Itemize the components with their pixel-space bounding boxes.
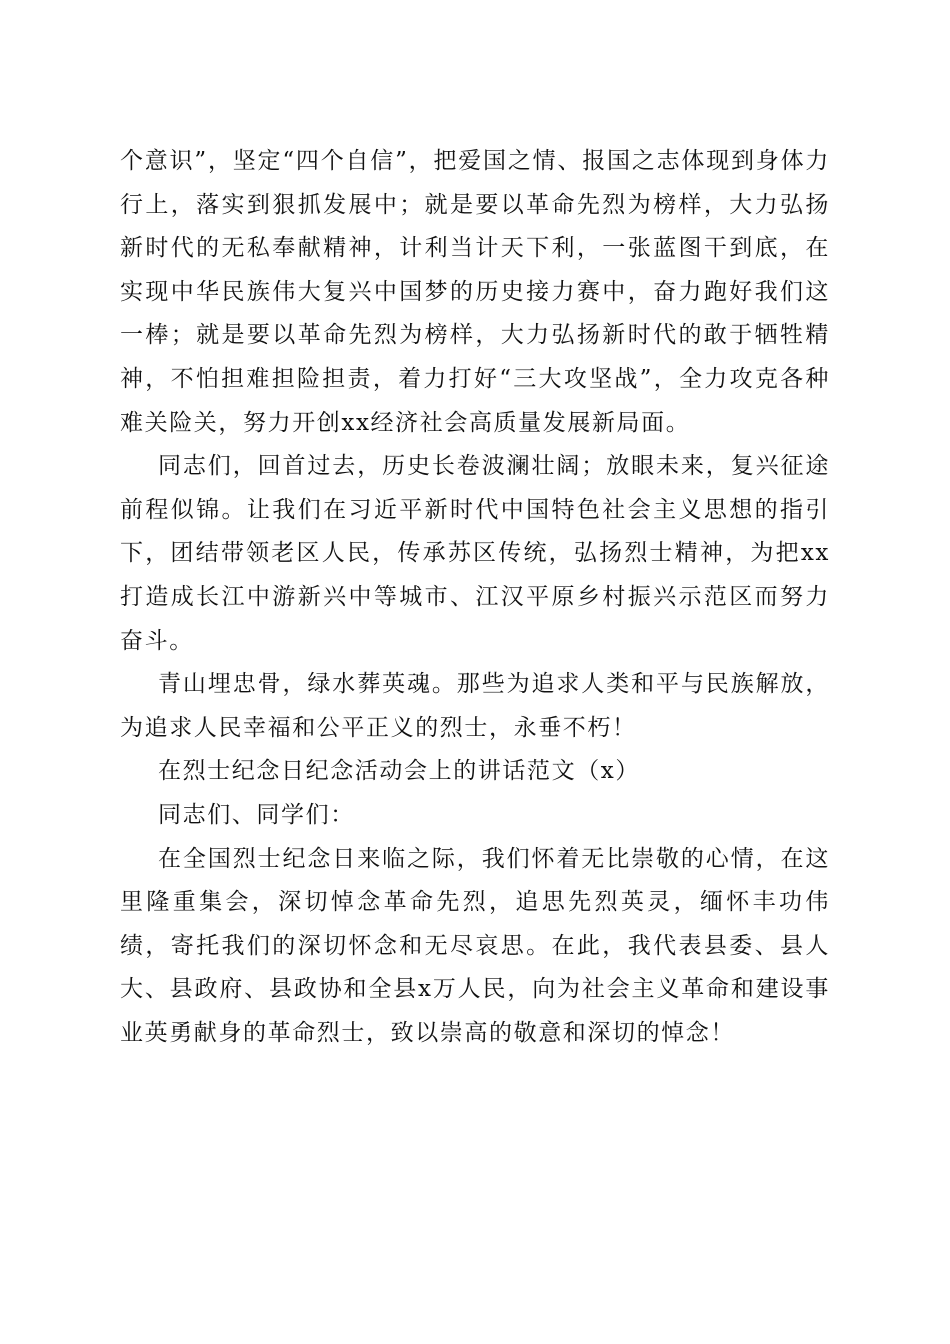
salutation: 同志们、同学们： [158,801,355,828]
paragraph-closing-call: 同志们，回首过去，历史长卷波澜壮阔；放眼未来，复兴征途前程似锦。让我们在习近平新时代中国特色社会主义思想的指引下，团结带领老区人民，传承苏区传统，弘扬烈士精神，为把xx打造成长江中游新兴中等城市、江汉平原乡村振兴示范区而努力奋斗。 [120,453,830,654]
paragraph-continuation: 个意识”，坚定“四个自信”，把爱国之情、报国之志体现到身体力行上，落实到狠抓发展中；就是要以革命先烈为榜样，大力弘扬新时代的无私奉献精神，计利当计天下利，一张蓝图干到底，在实现中华民族伟大复兴中国梦的历史接力赛中，奋力跑好我们这一棒；就是要以革命先烈为榜样，大力弘扬新时代的敢于牺牲精神，不怕担难担险担责，着力打好“三大攻坚战”，全力攻克各种难关险关，努力开创xx经济社会高质量发展新局面。 [120,148,830,436]
paragraph-opening: 在全国烈士纪念日来临之际，我们怀着无比崇敬的心情，在这里隆重集会，深切悼念革命先烈，追思先烈英灵，缅怀丰功伟绩，寄托我们的深切怀念和无尽哀思。在此，我代表县委、县人大、县政府、县政协和全县x万人民，向为社会主义革命和建设事业英勇献身的革命烈士，致以崇高的敬意和深切的悼念！ [120,845,830,1046]
speech-title: 在烈士纪念日纪念活动会上的讲话范文（x） [158,758,640,785]
document-body [120,140,830,1055]
paragraph-tribute: 青山埋忠骨，绿水葬英魂。那些为追求人类和平与民族解放，为追求人民幸福和公平正义的烈士，永垂不朽！ [120,671,830,741]
